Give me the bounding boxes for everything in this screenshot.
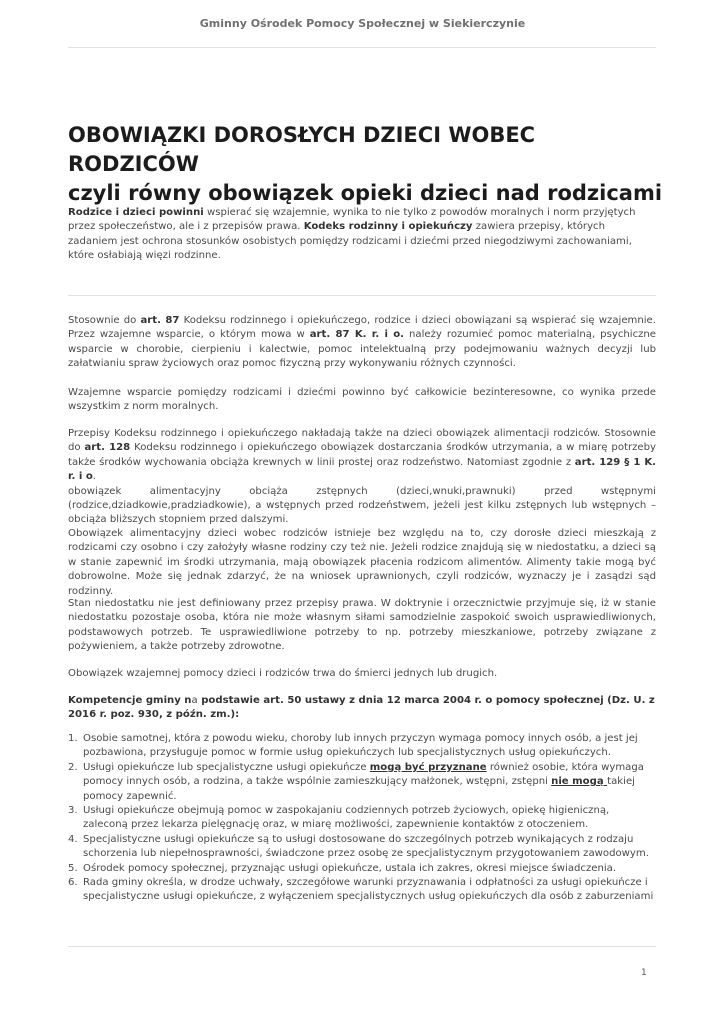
title-line-2: czyli równy obowiązek opieki dzieci nad rodzicami: [68, 181, 663, 205]
footer-divider: [68, 946, 656, 947]
intro-text-1: wspierać się wzajemnie, wynika to nie tylko z powodów moralnych i norm przyjętych przez społeczeństwo, ale i z przepisów prawa.: [68, 207, 636, 233]
header-divider: [68, 47, 656, 48]
p3-text-1: Przepisy Kodeksu rodzinnego i opiekuńczego nakładają także na dzieci obowiązek alimentacji rodziców. Stosownie do: [68, 428, 656, 454]
competence-bold-1: Kompetencje gminy n: [68, 695, 192, 706]
competence-bold-2: podstawie art. 50 ustawy z dnia 12 marca 2004 r. o pomocy społecznej (Dz. U. z 2016 r. poz. 930, z późn. zm.):: [68, 695, 655, 721]
list-number: 3.: [68, 805, 78, 817]
underlined-may-be-granted: mogą być przyznane: [369, 761, 487, 773]
p1-text-1: Stosownie do: [68, 315, 141, 326]
list-item: [68, 732, 656, 761]
page-number: 1: [641, 968, 647, 978]
competence-text-1: a: [191, 695, 198, 706]
intro-bold-1: Rodzice i dzieci powinni: [68, 207, 204, 218]
p3-spread-line: obowiązek alimentacyjny obciąża zstępnych (dzieci,wnuki,prawnuki) przed wstępnymi: [68, 485, 656, 497]
paragraph-obligation: Obowiązek alimentacyjny dzieci wobec rodziców istnieje bez względu na to, czy dorosłe dzieci mieszkają z rodzicami czy osobno i czy założyły własne rodziny czy też nie. Jeżeli rodzice znajdują się w niedostatku, a dzieci są w stanie zapewnić im środki utrzymania, mają obowiązek płacenia rodzicom alimentów. Alimenty takie mogą być dobrowolne. Może się jednak zdarzyć, że na wniosek uprawnionych, czyli rodziców, wyznaczy je i zasądzi sąd rodzinny.: [68, 528, 656, 597]
list-number: 6.: [68, 877, 78, 889]
list-text: Osobie samotnej, która z powodu wieku, choroby lub innych przyczyn wymaga pomocy innych osób, a jest jej pozbawiona, przysługuje pomoc w formie usług opiekuńczych lub specjalistycznych usług opiekuńczych.: [83, 733, 638, 759]
paragraph-alimony: [68, 427, 656, 528]
p3-text-3: .: [92, 471, 97, 483]
list-text: Usługi opiekuńcze obejmują pomoc w zaspokajaniu codziennych potrzeb życiowych, opiekę higieniczną, zaleconą przez lekarza pielęgnację oraz, w miarę możliwości, zapewnienie kontaktów z otoczeniem.: [83, 805, 610, 831]
p3-text-2: Kodeksu rodzinnego i opiekuńczego obowiązek dostarczania środków utrzymania, a w miarę potrzeby także środków wychowania obciąża krewnych w linii prostej oraz rodzeństwo. Natomiast zgodnie z: [68, 442, 656, 468]
list-number: 4.: [68, 833, 78, 845]
list-item: [68, 804, 656, 833]
list-text: również osobie, która wymaga pomocy innych osób, a rodzina, a także wspólnie zamieszkujący małżonek, wstępni, zstępni: [83, 761, 644, 788]
p3-bold-1: art. 128: [84, 442, 131, 454]
list-item: [68, 876, 656, 905]
p1-text-2: Kodeksu rodzinnego i opiekuńczego, rodzice i dzieci obowiązani są wspierać się wzajemnie. Przez wzajemne wsparcie, o którym mowa w: [68, 315, 656, 341]
list-text: takiej pomocy zapewnić.: [83, 776, 635, 802]
document-header: Gminny Ośrodek Pomocy Społecznej w Siekierczynie: [199, 17, 526, 30]
list-item: [68, 761, 656, 804]
page-title: [68, 121, 668, 208]
list-text: Usługi opiekuńcze lub specjalistyczne usługi opiekuńcze: [83, 761, 370, 773]
p1-bold-2: art. 87 K. r. i o.: [309, 329, 405, 341]
intro-paragraph: [68, 206, 656, 264]
list-number: 2.: [68, 761, 78, 773]
p3-text-4: (rodzice,dziadkowie,pradziadkowie), a wstępnych przed rodzeństwem, jeżeli jest kilku zstępnych lub wstępnych – obciąża bliższych stopniem przed dalszymi.: [68, 500, 656, 526]
paragraph-mutual-support: Wzajemne wsparcie pomiędzy rodzicami i dziećmi powinno być całkowicie bezinteresowne, co wynika przede wszystkim z norm moralnych.: [68, 387, 656, 413]
section-divider: [68, 295, 656, 296]
list-number: 5.: [68, 862, 78, 874]
title-line-1: OBOWIĄZKI DOROSŁYCH DZIECI WOBEC RODZICÓW: [68, 123, 536, 176]
paragraph-deprivation: Stan niedostatku nie jest definiowany przez przepisy prawa. W doktrynie i orzecznictwie przyjmuje się, iż w stanie niedostatku pozostaje osoba, która nie może własnym siłami samodzielnie zaspokoić swoich usprawiedliwionych, podstawowych potrzeb. Te usprawiedliwione potrzeby to np. potrzeby mieszkaniowe, potrzeby związane z pożywieniem, a także potrzeby zdrowotne.: [68, 598, 656, 653]
intro-text-2: zawiera przepisy, których zadaniem jest ochrona stosunków osobistych pomiędzy rodzicami i dziećmi przed niegodziwymi zachowaniami, które osłabiają więzi rodzinne.: [68, 221, 632, 262]
underlined-cannot: nie mogą: [551, 776, 608, 788]
list-text: Rada gminy określa, w drodze uchwały, szczegółowe warunki przyznawania i odpłatności za usługi opiekuńcze i specjalistyczne usługi opiekuńcze, z wyłączeniem specjalistycznych usług opiekuńczych dla osób z zaburzeniami: [83, 877, 654, 903]
list-text: Specjalistyczne usługi opiekuńcze są to usługi dostosowane do szczególnych potrzeb wynikających z rodzaju schorzenia lub niepełnosprawności, świadczone przez osobę ze specjalistycznym przygotowaniem zawodowym.: [83, 833, 649, 860]
intro-bold-2: Kodeks rodzinny i opiekuńczy: [303, 221, 473, 233]
p3-bold-2: art. 129 § 1 K. r. i o: [68, 456, 656, 483]
p1-bold-1: art. 87: [140, 315, 180, 326]
competence-list: [68, 732, 656, 905]
competence-heading: [68, 694, 656, 723]
list-number: 1.: [68, 733, 78, 744]
list-item: [68, 862, 656, 876]
list-item: [68, 833, 656, 862]
list-text: Ośrodek pomocy społecznej, przyznając usługi opiekuńcze, ustala ich zakres, okresi miejsce świadczenia.: [83, 862, 617, 874]
paragraph-duration: Obowiązek wzajemnej pomocy dzieci i rodziców trwa do śmierci jednych lub drugich.: [68, 668, 498, 679]
paragraph-art-87: [68, 314, 656, 372]
p1-text-3: należy rozumieć pomoc materialną, psychiczne wsparcie w chorobie, cierpieniu i kalectwie, pomoc intelektualną przy podejmowaniu ważnych decyzji lub załatwianiu spraw życiowych oraz pomoc fizyczną przy wykonywaniu różnych czynności.: [68, 329, 657, 370]
